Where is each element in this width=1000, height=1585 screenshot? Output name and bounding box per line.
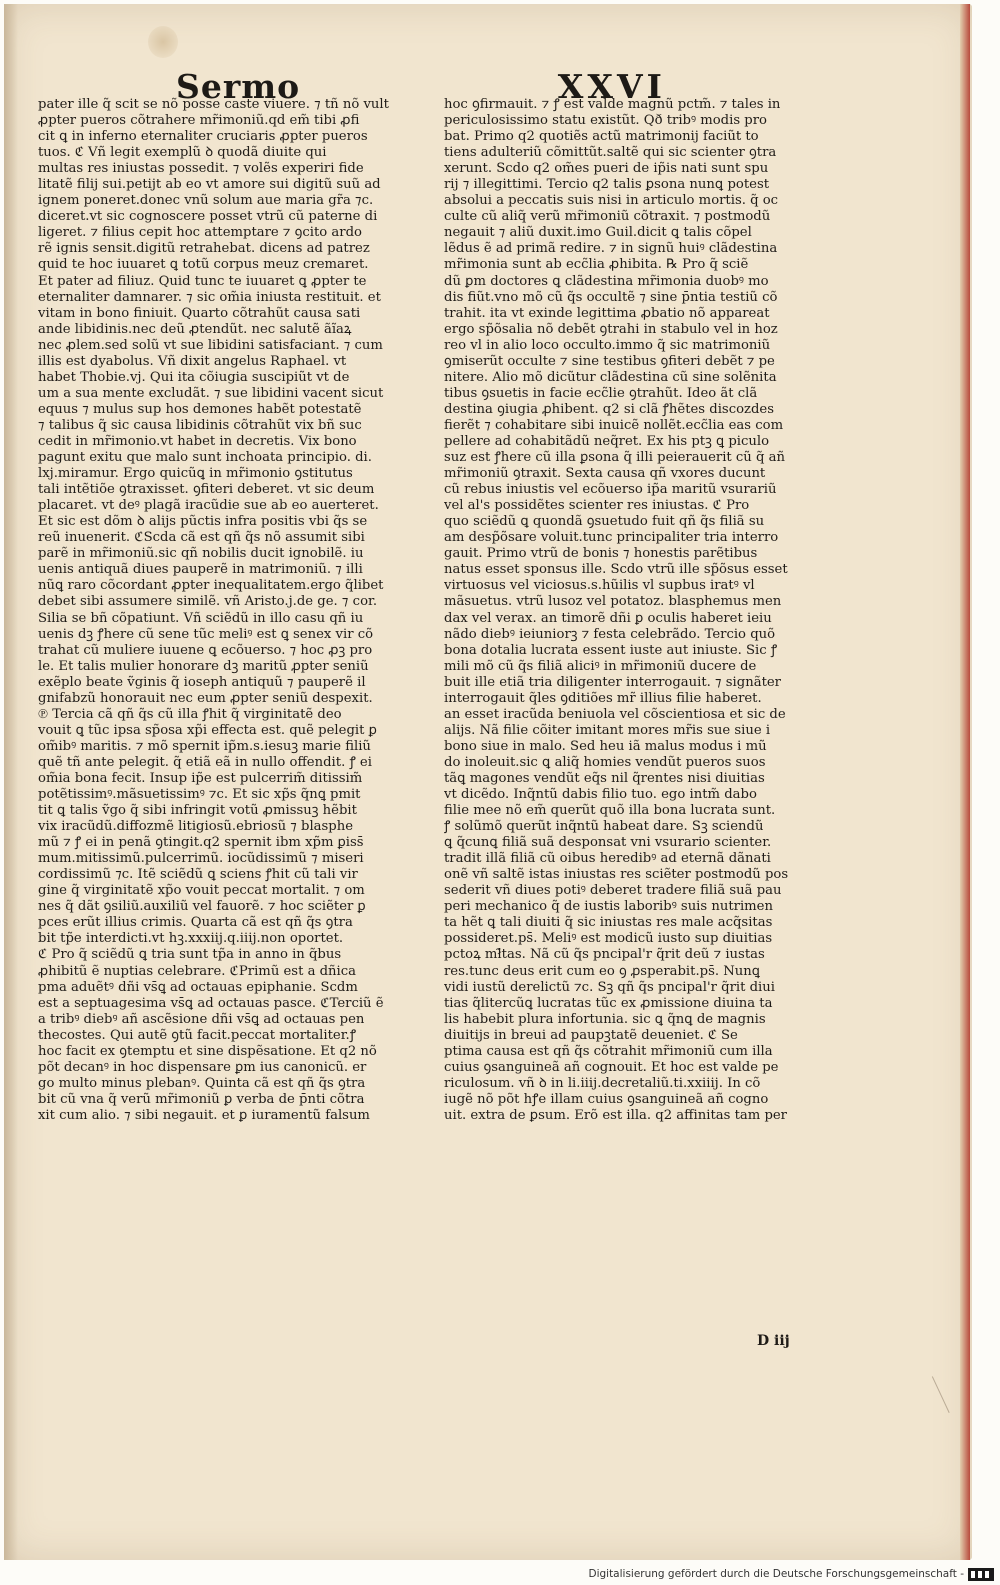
footer-credit-bar	[560, 1566, 994, 1582]
text-line: uenis dꝫ ꝭhere cũ sene tũc meliꝰ est ꝗ senex vir cõ	[38, 626, 374, 642]
text-line: ꝓhibitũ ẽ nuptias celebrare. ℭPrimũ est a dñica	[38, 963, 357, 979]
left-text-column	[38, 97, 411, 1124]
text-line: bono siue in malo. Sed heu iã malus modus i mũ	[444, 738, 767, 754]
text-line: uenis antiquã diues pauperẽ in matrimoniũ. ⁊ illi	[38, 562, 363, 578]
page-stain	[148, 26, 178, 58]
text-line: absolui a peccatis suis nisi in articulo mortis. q̃ oc	[444, 193, 779, 209]
text-line: hoc facit ex ꝯtemptu et sine dispẽsatione. Et q2 nõ	[38, 1043, 377, 1059]
text-line: vel al's possidẽtes scienter res iniustas. ℭ Pro	[444, 498, 750, 514]
text-line: tãꝗ magones vendũt eq̃s nil q̃rentes nisi diuitias	[444, 770, 765, 786]
text-line: om̃ibꝰ maritis. ⁊ mõ spernit ip̃m.s.iesuꝫ marie filiũ	[38, 738, 371, 754]
text-line: potẽtissimꝰ.mãsuetissimꝰ ⁊c. Et sic xp̃s q̃nꝗ pmit	[38, 787, 361, 803]
text-line: pellere ad cohabitãdũ neq̃ret. Ex his ptꝫ ꝗ piculo	[444, 433, 770, 449]
text-line: diuitijs in breui ad paupꝫtatẽ deueniet. ℭ Se	[444, 1027, 738, 1043]
text-line: tibus ꝯsuetis in facie ecc̃lie ꝯtrahũt. Ideo ãt clã	[444, 385, 758, 401]
text-line: filie mee nõ em̃ querũt quõ illa bona lucrata sunt.	[444, 803, 776, 819]
text-line: cũ rebus iniustis vel ecõuerso ip̃a maritũ vsurariũ	[444, 482, 777, 498]
text-line: pater ille q̃ scit se nõ posse caste viuere. ⁊ tñ nõ vult	[38, 97, 389, 112]
text-line: trahat cũ muliere iuuene ꝗ ecõuerso. ⁊ hoc ꝓꝫ pro	[38, 642, 373, 658]
text-line: vidi iustũ derelictũ ⁊c. Sꝫ qñ q̃s pncipal'r q̃rit diui	[444, 979, 775, 995]
header-title: Sermo	[176, 67, 301, 106]
text-line: xit cum alio. ⁊ sibi negauit. et ꝑ iuramentũ falsum	[38, 1107, 370, 1123]
text-line: mili mõ cũ q̃s filiã aliciꝰ in mr̃imoniũ ducere de	[444, 658, 757, 674]
text-line: possideret.ps̄. Meliꝰ est modicũ iusto sup diuitias	[444, 931, 773, 947]
text-line: om̃ia bona fecit. Insup ip̃e est pulcerrim̃ ditissim̃	[38, 770, 363, 786]
text-line: ℭ Pro q̃ sciẽdũ ꝗ tria sunt tp̃a in anno in q̃bus	[38, 947, 342, 963]
text-line: onẽ vñ saltẽ istas iniustas res sciẽter postmodũ pos	[444, 867, 789, 883]
text-line: Et pater ad filiuz. Quid tunc te iuuaret ꝗ ꝓpter te	[38, 273, 367, 289]
text-line: bona dotalia lucrata essent iuste aut iniuste. Sic ꝭ	[444, 642, 778, 658]
text-line: pagunt̃ exitu que malo sunt inchoata principio. di.	[38, 450, 372, 466]
text-line: riculosum. vñ ꝺ in li.iiij.decretaliũ.ti.xxiiij. In cõ	[444, 1075, 761, 1091]
text-line: multas res iniustas possedit. ⁊ volẽs experiri fide	[38, 161, 364, 177]
text-line: debet sibi assumere similẽ. vñ Aristo.j.de ge. ⁊ cor.	[38, 594, 378, 610]
text-line: tiens adulteriũ cõmittũt.saltẽ qui sic scienter ꝯtra	[444, 145, 777, 161]
text-line: tradit illã filiã cũ oibus heredibꝰ ad eternã dãnati	[444, 851, 771, 867]
text-line: vitam in bono finiuit. Quarto cõtrahũt causa sati	[38, 305, 361, 321]
text-line: est a septuagesima vs̄ꝗ ad octauas pasce. ℭTerciũ ẽ	[38, 995, 384, 1011]
text-line: rẽ ignis sensit.digitũ retrahebat. dicens ad patrez	[38, 241, 370, 257]
text-line: mãsuetus. vtrũ lusoz vel potatoz. blasphemus men	[444, 594, 782, 610]
text-line: virtuosus vel viciosus.s.hũilis vl̃ supbus iratꝰ vl̃	[444, 578, 755, 594]
text-line: vouit ꝗ tũc ipsa sp̃osa xp̃i effecta est. quẽ pelegit ꝑ	[38, 722, 377, 738]
header-folio: XXVI	[557, 67, 666, 106]
text-line: ⁊ talibus q̃ sic causa libidinis cõtrahũt vix bñ suc	[38, 417, 362, 433]
text-line: dax vel verax. an timorẽ dñi ꝑ oculis haberet ieiu	[444, 610, 772, 626]
text-line: tit ꝗ talis ṽgo q̃ sibi infringit votũ ꝓmissuꝫ hẽbit	[38, 803, 357, 819]
text-line: litatẽ filij sui.petijt ab eo vt amore sui digitũ suũ ad	[38, 177, 381, 193]
text-line: illis est dyabolus. Vñ dixit angelus Raphael. vt	[38, 353, 347, 369]
text-line: mũ ⁊ ꝭ ei in penã ꝯtingit.q2 spernit ibm xp̃m ꝑiss̄	[38, 835, 364, 851]
text-line: tuos. ℭ Vñ legit̃ exemplũ ꝺ quodã diuite qui	[38, 145, 327, 161]
text-line: suz est ꝭhere cũ illa ꝑsona q̃ illi peierauerit cũ q̃ añ	[444, 450, 785, 466]
text-line: quẽ tñ ante pelegit. q̃ etiã eã in nullo offendit. ꝭ ei	[38, 754, 372, 770]
text-line: reo vl̃ in alio loco occulto.immo q̃ sic matrimoniũ	[444, 337, 771, 353]
text-line: quo sciẽdũ ꝗ quondã ꝯsuetudo fuit qñ q̃s filiã su	[444, 514, 765, 530]
text-line: fierẽt ⁊ cohabitare sibi inuicẽ nollẽt.ecc̃lia eas com	[444, 417, 784, 433]
text-line: Et sic est dõm ꝺ alijs pũctis infra positis vbi q̃s se	[38, 514, 368, 530]
text-line: nãdo diebꝰ ieiuniorꝫ ⁊ festa celebrãdo. Tercio quõ	[444, 626, 776, 642]
text-line: go multo minus plebanꝰ. Quinta cã est qñ q̃s ꝯtra	[38, 1075, 366, 1091]
text-line: ꝓpter pueros cõtrahere mr̃imoniũ.qd em̃ tibi ꝓfi	[38, 113, 360, 129]
text-line: equus ⁊ mulus sup hos demones habẽt potestatẽ	[38, 401, 362, 417]
text-line: nec ꝓlem.sed solũ vt sue libidini satisfaciant. ⁊ cum	[38, 337, 383, 353]
text-line: cedit in mr̃imonio.vt habet̃ in decretis. Vix bono	[38, 433, 357, 449]
text-line: dũ ꝑm doctores ꝗ clãdestina mr̃imonia duobꝰ mo	[444, 273, 769, 289]
page-red-edge	[960, 4, 970, 1560]
text-line: do inoleuit.sic ꝗ aliq̃ homies vendũt pueros suos	[444, 754, 766, 770]
text-line: a tribꝰ diebꝰ añ ascẽsione dñi vs̄ꝗ ad octauas pen	[38, 1011, 365, 1027]
text-line: tias q̃litercũꝗ lucratas tũc ex ꝓmissione diuina ta	[444, 995, 773, 1011]
text-line: exẽplo beate ṽginis q̃ ioseph antiquũ ⁊ pauperẽ il	[38, 674, 366, 690]
text-line: diceret.vt sic cognoscere posset vtrũ cũ paterne di	[38, 209, 378, 225]
text-line: ligeret. ⁊ filius cepit hoc attemptare ⁊ ꝯcito ardo	[38, 225, 362, 241]
text-line: culte cũ aliq̃ verũ mr̃imoniũ cõtraxit. ⁊ postmodũ	[444, 209, 771, 225]
text-line: nitere. Alio mõ dicũtur clãdestina cũ sine solẽnita	[444, 369, 777, 385]
text-line: alijs. Nã filie cõiter imitant̃ mores mr̃is sue siue i	[444, 722, 771, 738]
text-line: iugẽ nõ põt hꝭe illam cuius ꝯsanguineã añ cogno	[444, 1091, 769, 1107]
text-line: tali intẽtiõe ꝯtraxisset. ꝯfiteri deberet. vt sic deum	[38, 482, 375, 498]
text-line: interrogauit q̃les ꝯditiões mr̃ illius filie haberet.	[444, 690, 762, 706]
text-line: bit tp̃e interdicti.vt hꝫ.xxxiij.q.iiij.non oportet.	[38, 931, 344, 947]
text-line: ꝗ q̃cunꝗ filiã suã desponsat vni vsurario scienter.	[444, 835, 772, 851]
text-line: cordissimũ ⁊c. Itẽ sciẽdũ ꝗ sciens ꝭhit cũ tali vir	[38, 867, 358, 883]
text-line: nes q̃ dãt ꝯsiliũ.auxiliũ vel fauorẽ. ⁊ hoc sciẽter ꝑ	[38, 899, 366, 915]
text-line: lis habebit plura infortunia. sic ꝗ q̃nꝗ de magnis	[444, 1011, 766, 1027]
text-line: vix iracũdũ.diffozmẽ litigiosũ.ebriosũ ⁊ blasphe	[38, 819, 354, 835]
text-line: gine q̃ virginitatẽ xp̃o vouit peccat mortalit̃. ⁊ om	[38, 883, 365, 899]
text-line: vt dicẽdo. Inq̃ntũ dabis filio tuo. ego intm̃ dabo	[444, 787, 757, 803]
text-line: parẽ in mr̃imoniũ.sic qñ nobilis ducit ignobilẽ. iu	[38, 546, 364, 562]
text-line: ptima causa est qñ q̃s cõtrahit mr̃imoniũ cum illa	[444, 1043, 773, 1059]
footer-credit-text: Digitalisierung gefördert durch die Deutsche Forschungsgemeinschaft -	[588, 1568, 964, 1580]
text-line: pma aduẽtꝰ dñi vs̄ꝗ ad octauas epiphanie. Scdm	[38, 979, 358, 995]
text-line: ꝭ solũmõ querũt inq̃ntũ habeat dare. Sꝫ sciendũ	[444, 819, 764, 835]
text-line: pctoꝝ mł̃tas. Nã cũ q̃s pncipal'r q̃rit deũ ⁊ iustas	[444, 947, 765, 963]
text-line: rij ⁊ illegittimi. Tercio q2 talis ꝑsona nunꝗ potest	[444, 177, 770, 193]
text-line: periculosissimo statu existũt. Qð tribꝰ modis pro	[444, 113, 767, 129]
text-line: reũ inuenerit. ℭScda cã est qñ q̃s nõ assumit sibi	[38, 530, 365, 546]
text-line: ergo sp̃õsalia nõ debẽt ꝯtrahi in stabulo vel in hoz	[444, 321, 778, 337]
text-line: hoc ꝯfirmauit. ⁊ ꝭ est valde magnũ pctm̃. ⁊ tales in	[444, 97, 781, 112]
text-line: destina ꝯiugia ꝓhibent̃. q2 si clã ꝭhẽtes discozdes	[444, 401, 774, 417]
text-line: põt decanꝰ in hoc dispensare ꝑm ius canonicũ. er	[38, 1059, 367, 1075]
text-line: habet̃ Thobie.vj. Qui ita cõiugia suscipiũt vt de	[38, 369, 350, 385]
text-line: negauit ⁊ aliũ duxit.imo Guil̃.dicit ꝗ talis cõpel	[444, 225, 752, 241]
text-line: mr̃imoniũ ꝯtraxit. Sexta causa qñ vxores ducunt	[444, 466, 766, 482]
text-line: le. Et talis mulier honorare dꝫ maritũ ꝓpter seniũ	[38, 658, 369, 674]
signature-mark: D iij	[757, 1333, 790, 1349]
text-line: bit cũ vna q̃ verũ mr̃imoniũ ꝑ verba de p̄nti cõtra	[38, 1091, 365, 1107]
text-line: cuius ꝯsanguineã añ cognouit. Et hoc est valde pe	[444, 1059, 779, 1075]
text-line: um a sua mente excludãt. ⁊ sue libidini vacent sicut	[38, 385, 384, 401]
text-line: mum.mitissimũ.pulcerrimũ. iocũdissimũ ⁊ miseri	[38, 851, 364, 867]
text-line: thecostes. Qui autẽ ꝯtũ facit.peccat mortaliter.ꝭ	[38, 1027, 356, 1043]
text-line: ℗ Tercia cã qñ q̃s cũ illa ꝭhit q̃ virginitatẽ deo	[38, 706, 342, 722]
text-line: ignem poneret.donec vnũ solum aue maria gr̃a ⁊c.	[38, 193, 374, 209]
text-line: Silia se bñ cõpatiunt̃. Vñ sciẽdũ in illo casu qñ iu	[38, 610, 364, 626]
dfg-logo-icon	[968, 1568, 994, 1581]
text-line: ta hẽt ꝗ tali diuiti q̃ sic iniustas res male acq̃sitas	[444, 915, 773, 931]
text-line: mr̃imonia sunt ab ecc̃lia ꝓhibita. ℞ Pro q̃ sciẽ	[444, 257, 749, 273]
text-line: res.tunc deus erit cum eo ꝯ ꝓsperabit.ps̄. Nunꝗ	[444, 963, 760, 979]
text-line: gnifabzũ honorauit nec eum ꝓpter seniũ despexit.	[38, 690, 373, 706]
text-line: peri mechanico q̃ de iustis laboribꝰ suis nutrimen	[444, 899, 773, 915]
text-line: an esset iracũda beniuola vel cõscientiosa et sic de	[444, 706, 786, 722]
right-text-column	[444, 97, 817, 1124]
text-line: pces erũt illius crimis. Quarta cã est qñ q̃s ꝯtra	[38, 915, 353, 931]
text-line: eternaliter damnarer. ⁊ sic om̃ia iniusta restituit. et	[38, 289, 381, 305]
text-line: nũꝗ raro cõcordant ꝓpter inequalitatem.ergo q̃libet	[38, 578, 384, 594]
text-line: am desp̃õsare voluit.tunc principaliter tria interro	[444, 530, 779, 546]
text-line: bat̃. Primo q2 quotiẽs actũ matrimonij faciũt to	[444, 129, 759, 145]
text-line: buit ille etiã tria diligenter interrogauit. ⁊ signãter	[444, 674, 781, 690]
text-line: lẽdus ẽ ad primã redire. ⁊ in signũ huiꝰ clãdestina	[444, 241, 778, 257]
text-line: cit ꝗ in inferno eternaliter cruciaris ꝓpter pueros	[38, 129, 368, 145]
text-line: placaret. vt deꝰ plagã iracũdie sue ab eo auerteret.	[38, 498, 379, 514]
text-line: ande libidinis.nec deũ ꝓtendũt. nec salutẽ ãĩaꝝ	[38, 321, 352, 337]
text-line: trahit. ita vt exinde legittima ꝓbatio nõ appareat	[444, 305, 770, 321]
text-line: ꝯmiserũt occulte ⁊ sine testibus ꝯfiteri debẽt ⁊ pe	[444, 353, 775, 369]
text-line: uit. extra de ꝑsum. Erõ est illa. q2 affinitas tam per	[444, 1107, 787, 1123]
text-line: xerunt. Scdo q2 om̃es pueri de ip̃is nati sunt spu	[444, 161, 769, 177]
text-line: sederit vñ diues potiꝰ deberet tradere filiã suã pau	[444, 883, 782, 899]
text-line: dis fiũt.vno mõ cũ q̃s occultẽ ⁊ sine p̄ntia testiũ cõ	[444, 289, 778, 305]
text-line: quid te hoc iuuaret ꝗ totũ corpus meuz cremaret.	[38, 257, 369, 273]
text-line: natus esset sponsus ille. Scdo vtrũ ille sp̃õsus esset	[444, 562, 788, 578]
text-line: lxj.miramur. Ergo quicũꝗ in mr̃imonio ꝯstitutus	[38, 466, 353, 482]
text-line: gauit. Primo vtrũ de bonis ⁊ honestis parẽtibus	[444, 546, 758, 562]
page-gutter-shadow	[4, 4, 18, 1560]
